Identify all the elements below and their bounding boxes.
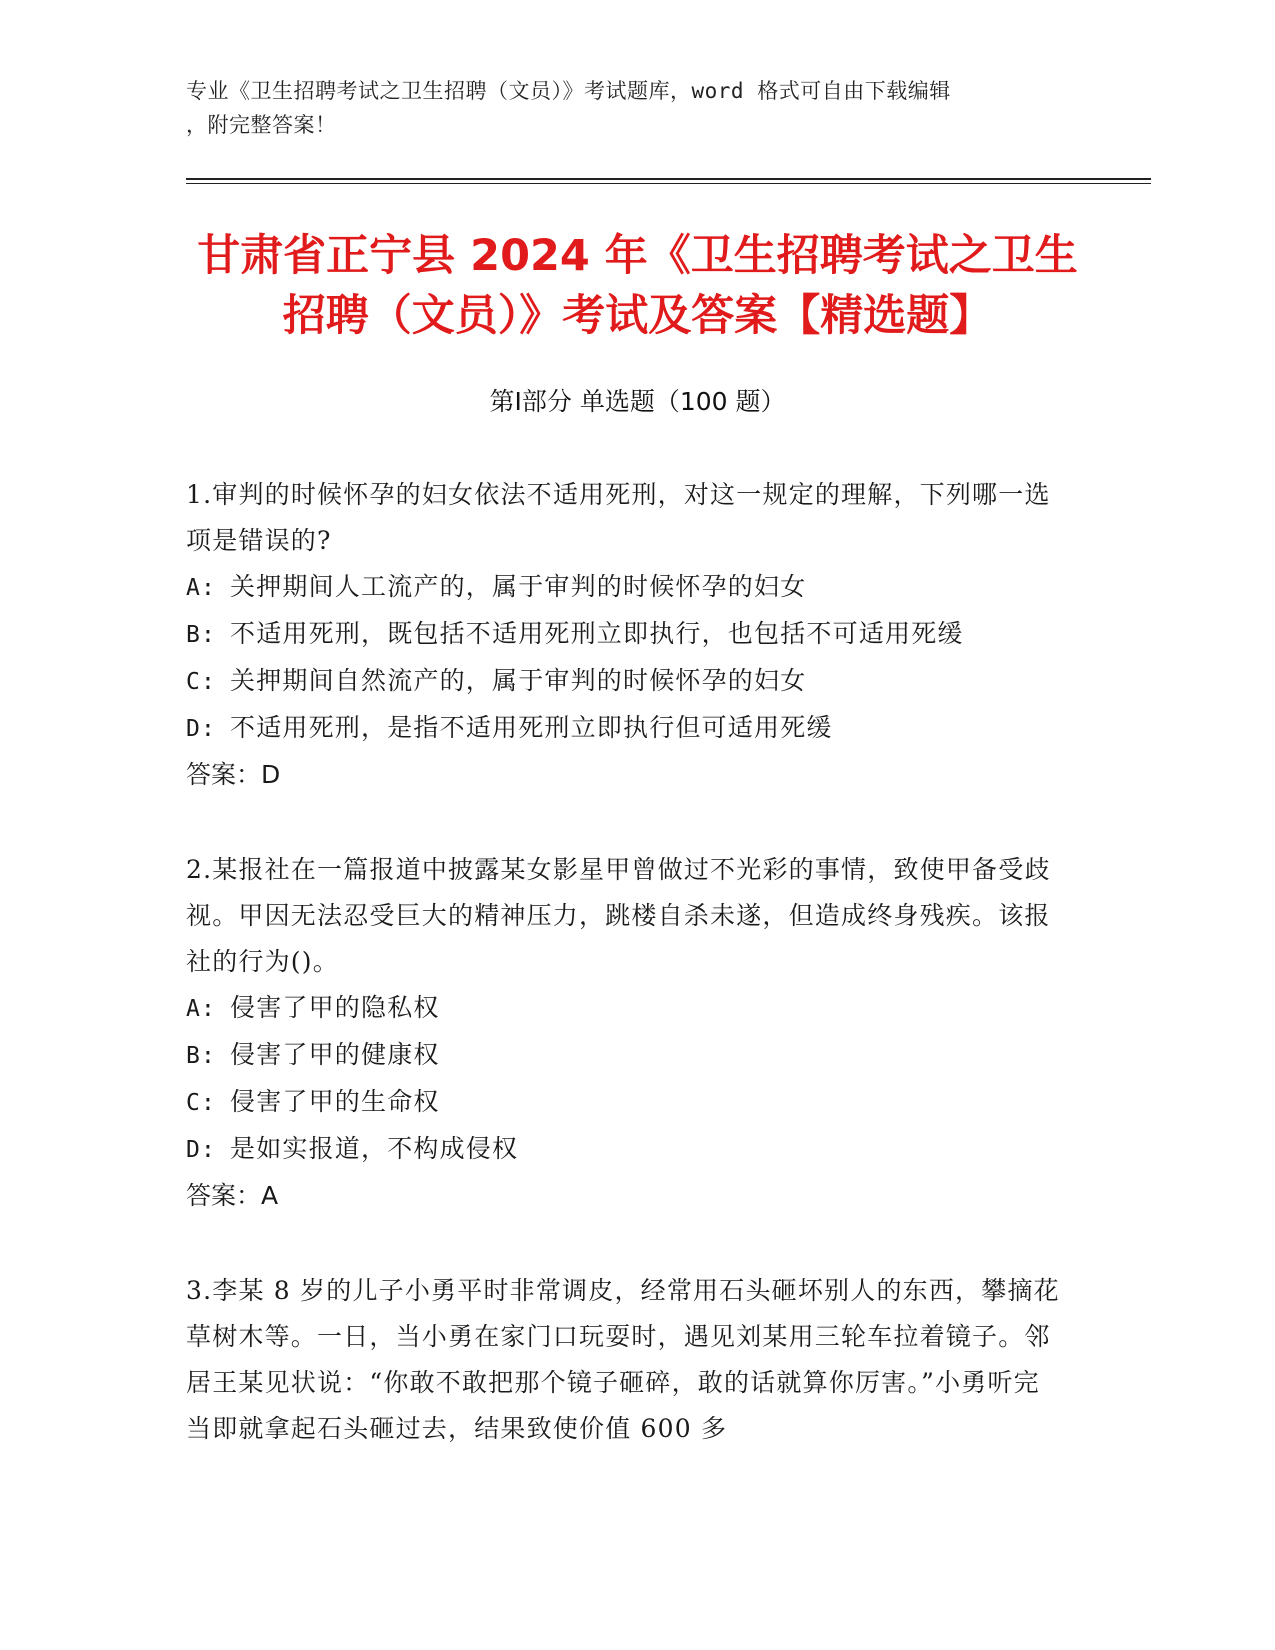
- option-text: 关押期间自然流产的，属于审判的时候怀孕的妇女: [230, 666, 807, 695]
- question-stem: 2.某报社在一篇报道中披露某女影星甲曾做过不光彩的事情，致使甲备受歧视。甲因无法忍受巨大的精神压力，跳楼自杀未遂，但造成终身残疾。该报社的行为()。: [186, 855, 1051, 976]
- option-c: [186, 1079, 1066, 1126]
- question-1: [186, 472, 1066, 797]
- question-3: [186, 1268, 1066, 1452]
- option-letter: B:: [186, 1043, 217, 1069]
- header-divider-thin: [186, 183, 1151, 184]
- option-text: 侵害了甲的生命权: [230, 1087, 440, 1116]
- option-a: [186, 564, 1066, 611]
- option-text: 不适用死刑，既包括不适用死刑立即执行，也包括不可适用死缓: [230, 619, 964, 648]
- document-title-line-1: 甘肃省正宁县 2024 年《卫生招聘考试之卫生: [197, 231, 1078, 281]
- option-b: [186, 1032, 1066, 1079]
- header-note: [186, 74, 1086, 142]
- question-list: [186, 472, 1066, 1502]
- option-letter: C:: [186, 1090, 217, 1116]
- answer-line: 答案：D: [186, 760, 281, 789]
- option-letter: A:: [186, 575, 217, 601]
- document-title: [150, 226, 1125, 346]
- option-text: 侵害了甲的隐私权: [230, 993, 440, 1022]
- option-letter: D:: [186, 716, 217, 742]
- document-title-line-2: 招聘（文员）》考试及答案【精选题】: [282, 291, 993, 341]
- question-stem: 1.审判的时候怀孕的妇女依法不适用死刑，对这一规定的理解，下列哪一选项是错误的?: [186, 480, 1051, 555]
- header-divider-thick: [186, 178, 1151, 180]
- option-letter: C:: [186, 669, 217, 695]
- header-note-line-2: ，附完整答案！: [186, 113, 337, 137]
- option-text: 侵害了甲的健康权: [230, 1040, 440, 1069]
- question-stem: 3.李某 8 岁的儿子小勇平时非常调皮，经常用石头砸坏别人的东西，攀摘花草树木等。一日，当小勇在家门口玩耍时，遇见刘某用三轮车拉着镜子。邻居王某见状说：“你敢不敢把那个镜子砸碎，敢的话就算你厉害。”小勇听完当即就拿起石头砸过去，结果致使价值 600 多: [186, 1276, 1060, 1443]
- option-letter: D:: [186, 1137, 217, 1163]
- option-text: 是如实报道，不构成侵权: [230, 1134, 519, 1163]
- header-note-line-1: 专业《卫生招聘考试之卫生招聘（文员）》考试题库，word 格式可自由下载编辑: [186, 79, 951, 103]
- option-a: [186, 985, 1066, 1032]
- option-d: [186, 1126, 1066, 1173]
- option-text: 关押期间人工流产的，属于审判的时候怀孕的妇女: [230, 572, 807, 601]
- section-heading: 第Ⅰ部分 单选题（100 题）: [489, 387, 786, 416]
- option-text: 不适用死刑，是指不适用死刑立即执行但可适用死缓: [230, 713, 833, 742]
- question-2: [186, 847, 1066, 1218]
- option-letter: A:: [186, 996, 217, 1022]
- option-c: [186, 658, 1066, 705]
- option-d: [186, 705, 1066, 752]
- option-letter: B:: [186, 622, 217, 648]
- answer-line: 答案：A: [186, 1181, 279, 1210]
- option-b: [186, 611, 1066, 658]
